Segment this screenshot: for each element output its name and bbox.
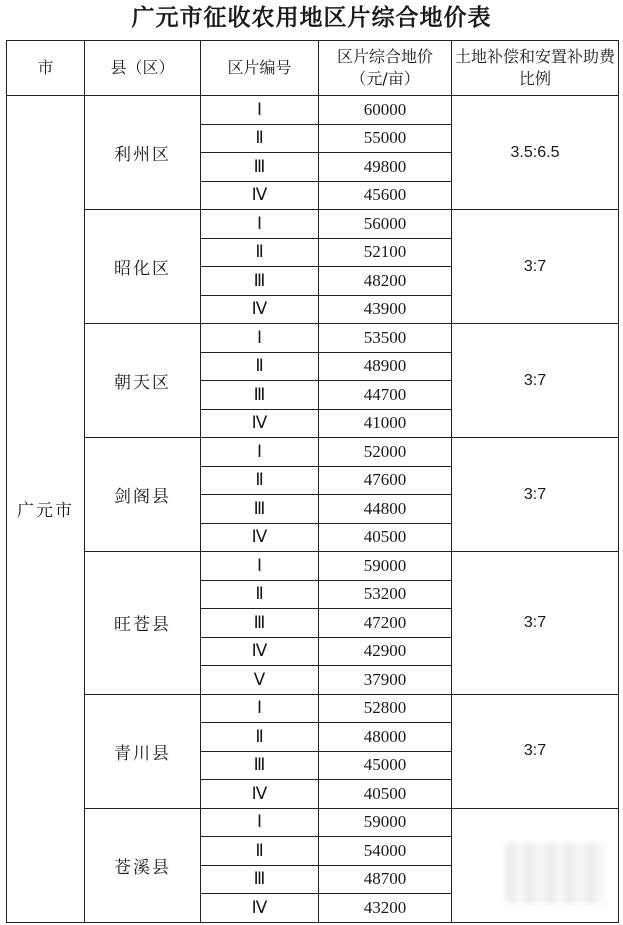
price-table: [6, 40, 619, 923]
price-cell: 52100: [319, 238, 452, 267]
price-cell: 45600: [319, 181, 452, 210]
zone-cell: Ⅰ: [201, 808, 319, 837]
price-cell: 48200: [319, 267, 452, 296]
price-cell: 55000: [319, 124, 452, 153]
price-cell: 40500: [319, 780, 452, 809]
price-cell: 48000: [319, 723, 452, 752]
table-row: [7, 96, 619, 125]
zone-cell: Ⅱ: [201, 238, 319, 267]
price-cell: 52800: [319, 694, 452, 723]
price-cell: 59000: [319, 808, 452, 837]
zone-cell: Ⅲ: [201, 865, 319, 894]
ratio-cell: 3:7: [452, 552, 619, 695]
zone-cell: Ⅲ: [201, 751, 319, 780]
header-row: [7, 41, 619, 96]
page-title: 广元市征收农用地区片综合地价表: [131, 4, 492, 31]
header-price: 区片综合地价（元/亩）: [319, 41, 452, 96]
zone-cell: Ⅰ: [201, 694, 319, 723]
price-cell: 40500: [319, 523, 452, 552]
zone-cell: Ⅳ: [201, 780, 319, 809]
zone-cell: Ⅲ: [201, 381, 319, 410]
price-cell: 44800: [319, 495, 452, 524]
table-row: [7, 808, 619, 837]
zone-cell: Ⅳ: [201, 409, 319, 438]
price-cell: 48700: [319, 865, 452, 894]
zone-cell: Ⅱ: [201, 466, 319, 495]
price-cell: 56000: [319, 210, 452, 239]
price-cell: 53200: [319, 580, 452, 609]
zone-cell: Ⅱ: [201, 723, 319, 752]
zone-cell: Ⅳ: [201, 894, 319, 923]
table-body: [7, 96, 619, 923]
table-row: [7, 694, 619, 723]
county-cell: 旺苍县: [85, 552, 201, 695]
price-cell: 53500: [319, 324, 452, 353]
county-cell: 剑阁县: [85, 438, 201, 552]
header-county: 县（区）: [85, 41, 201, 96]
zone-cell: Ⅳ: [201, 181, 319, 210]
county-cell: 利州区: [85, 96, 201, 210]
zone-cell: Ⅰ: [201, 552, 319, 581]
price-cell: 52000: [319, 438, 452, 467]
zone-cell: Ⅲ: [201, 153, 319, 182]
price-cell: 41000: [319, 409, 452, 438]
zone-cell: Ⅰ: [201, 96, 319, 125]
ratio-cell: 3:7: [452, 438, 619, 552]
zone-cell: Ⅱ: [201, 837, 319, 866]
price-cell: 49800: [319, 153, 452, 182]
price-cell: 54000: [319, 837, 452, 866]
header-ratio: 土地补偿和安置补助费比例: [452, 41, 619, 96]
ratio-cell: 3.5:6.5: [452, 96, 619, 210]
table-row: [7, 324, 619, 353]
zone-cell: Ⅱ: [201, 580, 319, 609]
city-cell: 广元市: [7, 96, 85, 923]
price-cell: 45000: [319, 751, 452, 780]
zone-cell: Ⅱ: [201, 124, 319, 153]
ratio-cell: 3:7: [452, 694, 619, 808]
table-row: [7, 438, 619, 467]
county-cell: 朝天区: [85, 324, 201, 438]
table-row: [7, 210, 619, 239]
price-cell: 59000: [319, 552, 452, 581]
price-cell: 48900: [319, 352, 452, 381]
price-cell: 47200: [319, 609, 452, 638]
watermark-blur: [505, 843, 605, 903]
price-cell: 43900: [319, 295, 452, 324]
zone-cell: Ⅲ: [201, 267, 319, 296]
price-cell: 43200: [319, 894, 452, 923]
header-city: 市: [7, 41, 85, 96]
ratio-cell: 3:7: [452, 324, 619, 438]
zone-cell: Ⅳ: [201, 637, 319, 666]
table-row: [7, 552, 619, 581]
header-zone-no: 区片编号: [201, 41, 319, 96]
zone-cell: Ⅳ: [201, 295, 319, 324]
county-cell: 昭化区: [85, 210, 201, 324]
zone-cell: Ⅲ: [201, 609, 319, 638]
county-cell: 苍溪县: [85, 808, 201, 922]
ratio-cell: 3:7: [452, 210, 619, 324]
zone-cell: Ⅱ: [201, 352, 319, 381]
price-cell: 47600: [319, 466, 452, 495]
price-cell: 44700: [319, 381, 452, 410]
zone-cell: Ⅰ: [201, 438, 319, 467]
price-cell: 37900: [319, 666, 452, 695]
zone-cell: Ⅰ: [201, 210, 319, 239]
zone-cell: Ⅰ: [201, 324, 319, 353]
county-cell: 青川县: [85, 694, 201, 808]
price-cell: 60000: [319, 96, 452, 125]
price-cell: 42900: [319, 637, 452, 666]
zone-cell: Ⅴ: [201, 666, 319, 695]
zone-cell: Ⅲ: [201, 495, 319, 524]
zone-cell: Ⅳ: [201, 523, 319, 552]
